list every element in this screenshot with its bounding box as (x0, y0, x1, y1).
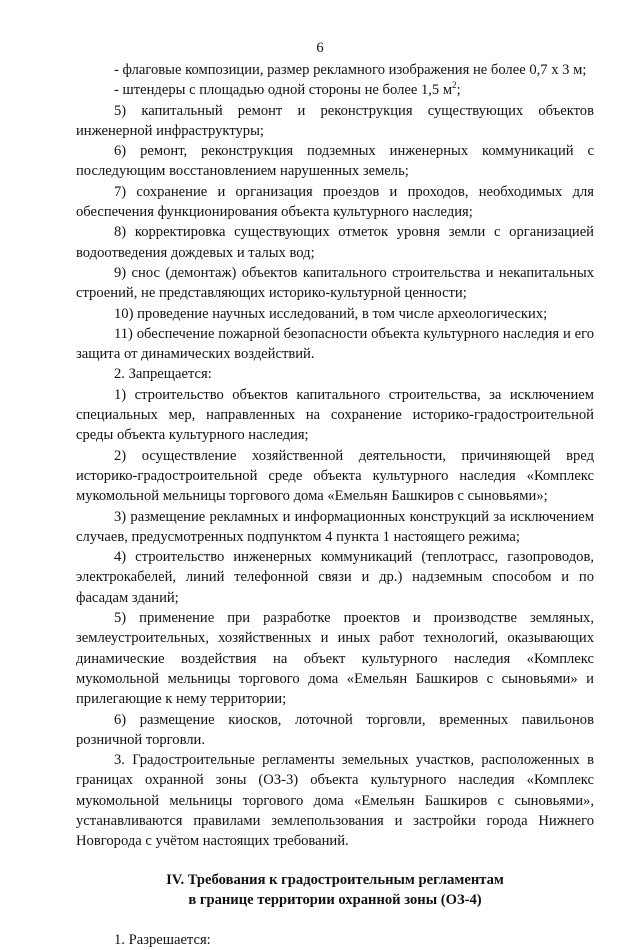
paragraph-flag-compositions: - флаговые композиции, размер рекламного изображения не более 0,7 х 3 м; (114, 62, 587, 78)
paragraph-item-9: 9) снос (демонтаж) объектов капитального строительства и некапитальных строений, не представляющих историко-культурной ценности; (76, 264, 594, 302)
paragraph-prohibited-5: 5) применение при разработке проектов и производстве земляных, землеустроительных, хозяйственных и иных работ технологий, оказывающих динамические воздействия на объект культурного наследия «Комплекс мукомольной мельницы торгового дома «Емельян Башкиров с сыновьями» и прилегающие к нему территории; (76, 610, 594, 708)
shtender-suffix: ; (456, 82, 461, 99)
paragraph-prohibited-4: 4) строительство инженерных коммуникаций (теплотрасс, газопроводов, электрокабелей, линий телефонной связи и др.) надземным способом и по фасадам зданий; (76, 549, 594, 606)
shtender-text: - штендеры с площадью одной стороны не более 1,5 м (114, 82, 453, 99)
paragraph-item-11: 11) обеспечение пожарной безопасности объекта культурного наследия и его защита от динамических воздействий. (76, 325, 594, 363)
paragraph-prohibited-6: 6) размещение киосков, лоточной торговли, временных павильонов розничной торговли. (76, 711, 594, 748)
paragraph-allowed-heading: 1. Разрешается: (114, 932, 211, 949)
section-title-line-2: в границе территории охранной зоны (ОЗ-4) (188, 891, 482, 908)
paragraph-prohibited-1: 1) строительство объектов капитального строительства, за исключением специальных мер, направленных на сохранение историко-градостроительной среды объекта культурного наследия; (76, 386, 594, 444)
paragraph-shtenders (76, 80, 594, 100)
superscript-square: 2 (452, 80, 457, 91)
page-number: 6 (316, 40, 324, 56)
document-body (76, 60, 594, 950)
section-title-line-1: IV. Требования к градостроительным регламентам (166, 871, 504, 888)
paragraph-prohibited-heading: 2. Запрещается: (114, 366, 212, 383)
paragraph-item-5: 5) капитальный ремонт и реконструкция существующих объектов инженерной инфраструктуры; (76, 102, 594, 139)
paragraph-prohibited-3: 3) размещение рекламных и информационных конструкций за исключением случаев, предусмотренных подпунктом 4 пункта 1 настоящего режима; (76, 508, 594, 545)
paragraph-item-8: 8) корректировка существующих отметок уровня земли с организацией водоотведения дождевых и талых вод; (76, 224, 594, 261)
paragraph-item-10: 10) проведение научных исследований, в том числе археологических; (114, 305, 548, 322)
paragraph-item-6: 6) ремонт, реконструкция подземных инженерных коммуникаций с последующим восстановлением нарушенных земель; (76, 143, 594, 180)
paragraph-item-7: 7) сохранение и организация проездов и проходов, необходимых для обеспечения функционирования объекта культурного наследия; (76, 183, 594, 221)
paragraph-prohibited-2: 2) осуществление хозяйственной деятельности, причиняющей вред историко-градостроительной среде объекта культурного наследия «Комплекс мукомольной мельницы торгового дома «Емельян Башкиров с сыновьями»; (76, 447, 594, 505)
paragraph-regulations-3: 3. Градостроительные регламенты земельных участков, расположенных в границах охранной зоны (ОЗ-3) объекта культурного наследия «Комплекс мукомольной мельницы торгового дома «Емельян Башкиров с сыновьями», устанавливаются правилами землепользования и застройки города Нижнего Новгорода с учётом настоящих требований. (76, 752, 594, 850)
